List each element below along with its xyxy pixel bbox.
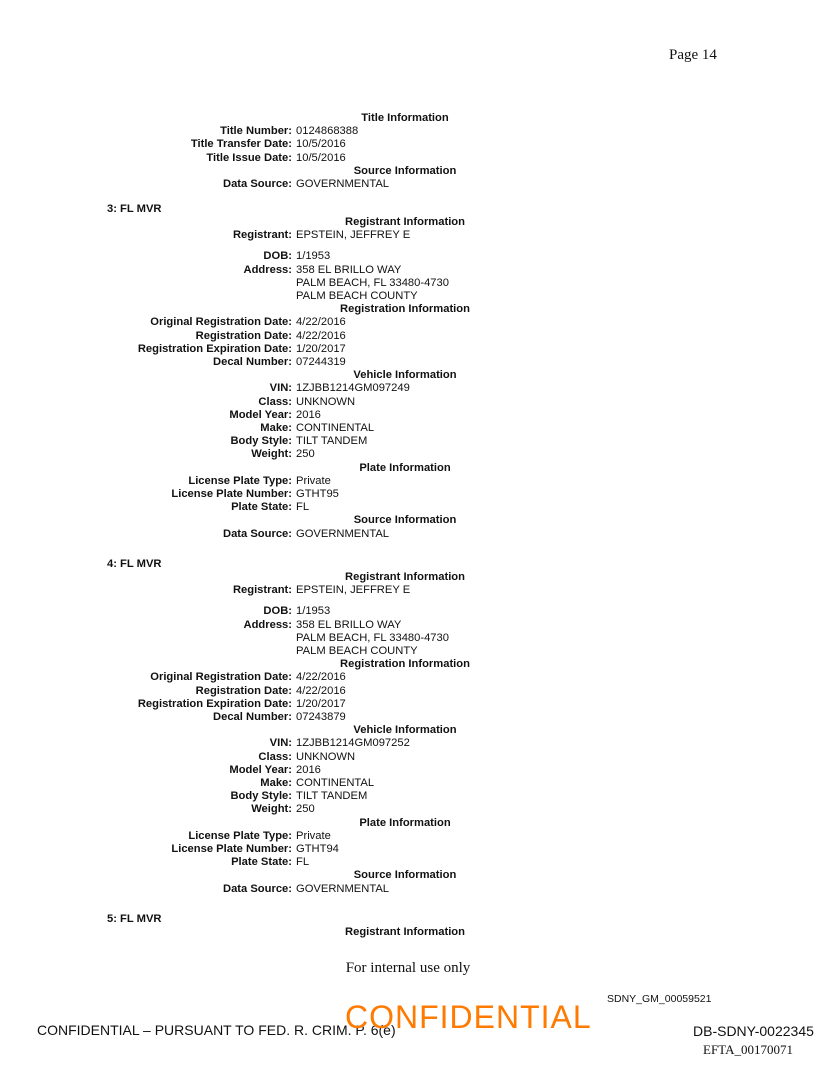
field-label: License Plate Type:: [188, 474, 292, 487]
field-label: Original Registration Date:: [150, 671, 292, 684]
field-label: Registration Expiration Date:: [137, 342, 292, 355]
field-label: Data Source:: [222, 882, 292, 895]
source-info-header: Source Information: [353, 514, 457, 527]
field-value: 4/22/2016: [296, 684, 346, 697]
field-label: License Plate Number:: [171, 488, 292, 501]
field-value: 07244319: [296, 356, 346, 369]
field-label: License Plate Number:: [171, 843, 292, 856]
field-label: DOB:: [263, 250, 292, 263]
source-info-header: Source Information: [353, 869, 457, 882]
address-line: PALM BEACH, FL 33480-4730: [296, 276, 449, 289]
field-label: Body Style:: [230, 790, 292, 803]
confidential-stamp: CONFIDENTIAL: [345, 999, 592, 1035]
registrant-info-header: Registrant Information: [345, 216, 465, 228]
field-label: Plate State:: [231, 856, 292, 869]
field-label: Make:: [260, 422, 292, 435]
address-line: PALM BEACH, FL 33480-4730: [296, 631, 449, 644]
field-value: GTHT94: [296, 843, 339, 856]
field-value: FL: [296, 856, 310, 869]
field-label: VIN:: [269, 737, 292, 750]
registration-info-header: Registration Information: [340, 658, 470, 671]
record-heading: 5: FL MVR: [107, 913, 162, 925]
field-label: Data Source:: [222, 178, 292, 191]
field-row: [0, 152, 510, 165]
bates-number-db: DB-SDNY-0022345: [693, 1023, 814, 1039]
field-label: Decal Number:: [213, 711, 292, 724]
field-value: GOVERNMENTAL: [296, 882, 390, 895]
field-value: 2016: [296, 763, 321, 776]
field-value: 10/5/2016: [296, 151, 346, 164]
record-heading: 3: FL MVR: [107, 203, 162, 215]
field-value: 4/22/2016: [296, 671, 346, 684]
field-value: 1/1953: [296, 250, 331, 263]
field-label: Registrant:: [232, 229, 292, 242]
field-label: Title Issue Date:: [206, 151, 292, 164]
record-heading: 4: FL MVR: [107, 558, 162, 570]
field-value: CONTINENTAL: [296, 422, 375, 435]
field-value: GOVERNMENTAL: [296, 527, 390, 540]
page-number: Page 14: [669, 47, 717, 63]
field-value: 07243879: [296, 711, 346, 724]
field-label: Registration Date:: [195, 684, 292, 697]
field-value: 0124868388: [296, 125, 359, 138]
vehicle-info-header: Vehicle Information: [353, 369, 457, 382]
field-label: Weight:: [251, 448, 292, 461]
field-label: Title Transfer Date:: [190, 138, 292, 151]
field-label: Model Year:: [229, 408, 292, 421]
field-value: Private: [296, 474, 331, 487]
internal-use-note: For internal use only: [345, 960, 471, 976]
field-value: GOVERNMENTAL: [296, 178, 390, 191]
bates-number-sdny: SDNY_GM_00059521: [607, 993, 712, 1005]
field-label: Decal Number:: [213, 356, 292, 369]
plate-info-header: Plate Information: [359, 816, 451, 829]
section-header: [0, 165, 510, 178]
field-value: TILT TANDEM: [296, 435, 368, 448]
title-source-block: [0, 112, 510, 191]
field-value: Private: [296, 829, 331, 842]
field-label: Address:: [243, 263, 292, 276]
field-label: Data Source:: [222, 527, 292, 540]
field-value: 1/20/2017: [296, 342, 346, 355]
address-line: 358 EL BRILLO WAY: [296, 263, 402, 276]
field-label: Weight:: [251, 803, 292, 816]
field-label: Title Number:: [220, 125, 292, 138]
field-value: 10/5/2016: [296, 138, 346, 151]
field-value: 4/22/2016: [296, 329, 346, 342]
field-value: TILT TANDEM: [296, 790, 368, 803]
field-row: [0, 125, 510, 138]
field-label: Registration Date:: [195, 329, 292, 342]
record-3-block: [0, 216, 510, 541]
address-line: PALM BEACH COUNTY: [296, 645, 418, 658]
field-label: DOB:: [263, 605, 292, 618]
field-label: Registrant:: [232, 584, 292, 597]
field-label: VIN:: [269, 382, 292, 395]
field-value: 250: [296, 803, 315, 816]
field-value: 1/20/2017: [296, 697, 346, 710]
field-label: Model Year:: [229, 763, 292, 776]
field-value: UNKNOWN: [296, 395, 356, 408]
field-label: Make:: [260, 777, 292, 790]
field-value: EPSTEIN, JEFFREY E: [296, 229, 411, 242]
field-value: EPSTEIN, JEFFREY E: [296, 584, 411, 597]
field-value: 2016: [296, 408, 321, 421]
field-label: Address:: [243, 618, 292, 631]
field-value: 1ZJBB1214GM097249: [296, 382, 410, 395]
field-value: CONTINENTAL: [296, 777, 375, 790]
title-info-header: Title Information: [361, 112, 449, 124]
field-label: Body Style:: [230, 435, 292, 448]
field-label: Registration Expiration Date:: [137, 697, 292, 710]
field-value: 1/1953: [296, 605, 331, 618]
field-value: 1ZJBB1214GM097252: [296, 737, 410, 750]
field-label: Class:: [258, 395, 292, 408]
registrant-info-header: Registrant Information: [345, 926, 465, 938]
registrant-info-header: Registrant Information: [345, 571, 465, 583]
record-5-block: [0, 926, 510, 939]
registration-info-header: Registration Information: [340, 303, 470, 316]
address-line: PALM BEACH COUNTY: [296, 290, 418, 303]
confidential-notice: CONFIDENTIAL – PURSUANT TO FED. R. CRIM. P. 6(e): [37, 1022, 396, 1038]
plate-info-header: Plate Information: [359, 461, 451, 474]
field-label: Original Registration Date:: [150, 316, 292, 329]
field-label: License Plate Type:: [188, 829, 292, 842]
address-line: 358 EL BRILLO WAY: [296, 618, 402, 631]
field-label: Plate State:: [231, 501, 292, 514]
field-value: UNKNOWN: [296, 750, 356, 763]
field-row: [0, 178, 510, 191]
field-row: [0, 138, 510, 151]
field-value: 250: [296, 448, 315, 461]
field-label: Class:: [258, 750, 292, 763]
efta-number: EFTA_00170071: [703, 1042, 793, 1057]
section-header: [0, 112, 510, 125]
field-value: 4/22/2016: [296, 316, 346, 329]
field-value: FL: [296, 501, 310, 514]
field-value: GTHT95: [296, 488, 339, 501]
vehicle-info-header: Vehicle Information: [353, 724, 457, 737]
source-info-header: Source Information: [353, 164, 457, 177]
record-4-block: [0, 571, 510, 896]
